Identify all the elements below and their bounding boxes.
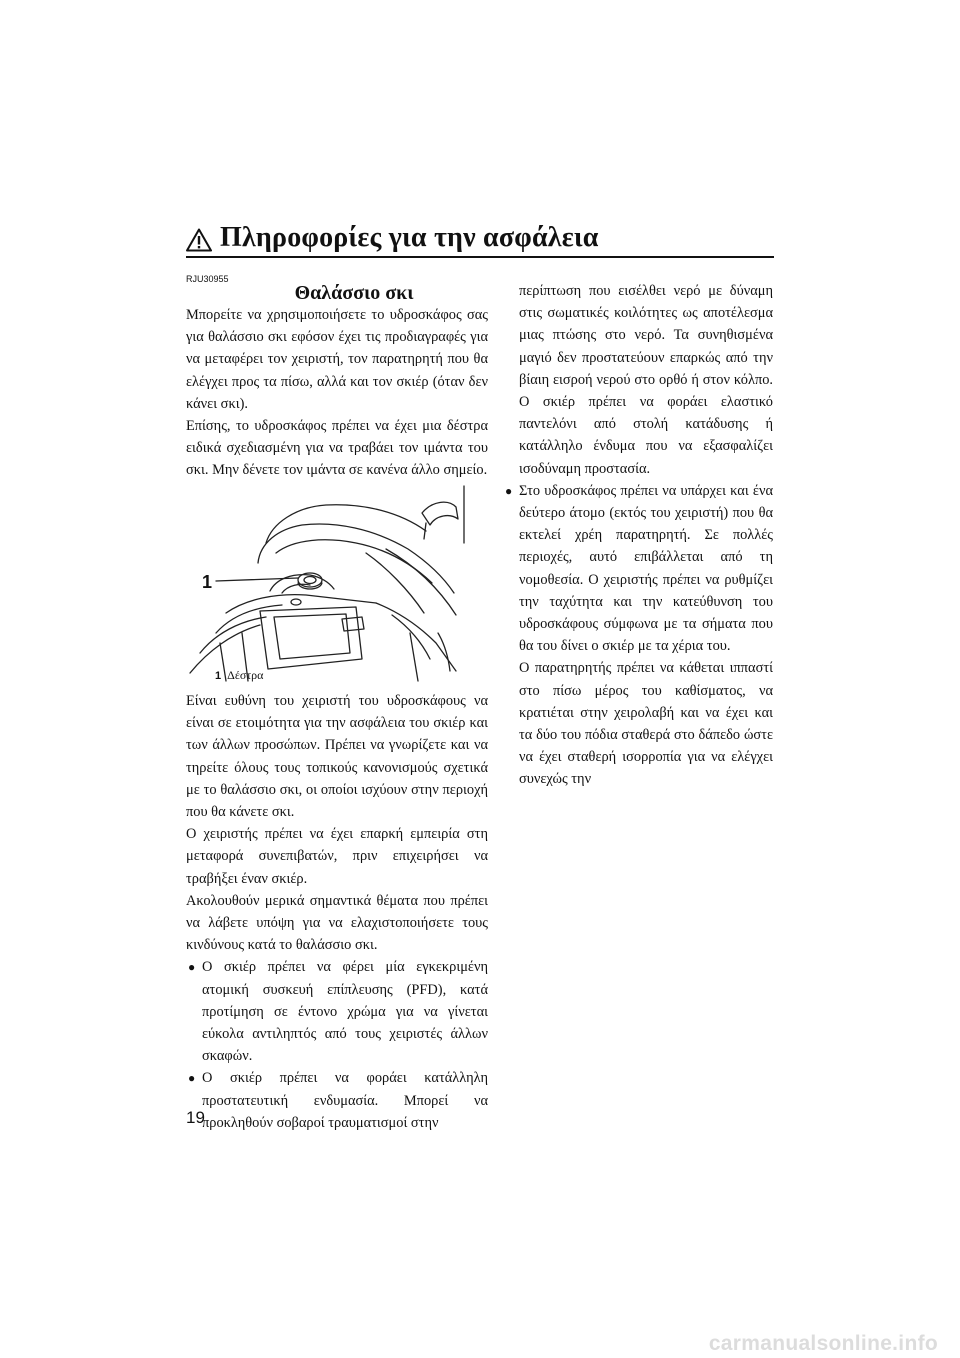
- list-item-text: Ο σκιέρ πρέπει να φέρει μία εγκεκριμένη ατομική συσκευή επίπλευσης (PFD), κατά προτίμηση σε έντονο χρώμα για να γίνεται εύκολα αντιληπτός από τους χειριστές άλλων σκαφών.: [202, 959, 488, 1065]
- figure-caption-text: Δέστρα: [227, 668, 264, 682]
- list-item-paragraph: Ο παρατηρητής πρέπει να κάθεται ιππαστί στο πίσω μέρος του καθίσματος, να κρατιέται στην χειρολαβή και να έχει και τα δύο του πόδια σταθερά στο δάπεδο ώστε να έχει σταθερή ισορροπία για να ελέγχει συνεχώς την: [519, 660, 773, 788]
- list-item-text: Ο σκιέρ πρέπει να φοράει κατάλληλη προστατευτική ενδυμασία. Μπορεί να προκληθούν σοβαροί τραυματισμοί στην: [202, 1070, 488, 1131]
- list-item: [186, 956, 488, 1067]
- figure-caption: [215, 668, 263, 683]
- section-title: Θαλάσσιο σκι: [294, 282, 414, 304]
- column-1-body: [186, 690, 488, 1134]
- paragraph: Ακολουθούν μερικά σημαντικά θέματα που πρέπει να λάβετε υπόψη για να ελαχιστοποιήσετε τους κινδύνους κατά το θαλάσσιο σκι.: [186, 892, 488, 954]
- bullet-icon: ●: [505, 483, 513, 498]
- list-item: [503, 480, 773, 791]
- watercraft-tow-eye-illustration: [186, 483, 476, 683]
- paragraph: Επίσης, το υδροσκάφος πρέπει να έχει μια δέστρα ειδικά σχεδιασμένη για να τραβάει τον ιμάντα του σκι. Μην δένετε τον ιμάντα σε κανένα άλλο σημείο.: [186, 418, 488, 479]
- list-item-text: Στο υδροσκάφος πρέπει να υπάρχει και ένα δεύτερο άτομο (εκτός του χειριστή) που θα εκτελεί χρέη παρατηρητή. Σε πολλές περιοχές, αυτό επιβάλλεται από τη νομοθεσία. Ο χειριστής πρέπει να ρυθμίζει την ταχύτητα και την κατεύθυνση του υδροσκάφους σύμφωνα με τα σήματα που θα του δίνει ο σκιέρ με τα χέρια του.: [519, 482, 773, 655]
- header-rule: [186, 256, 774, 258]
- figure-caption-number: 1: [215, 670, 222, 682]
- watermark-text: carmanualsonline.info: [708, 1332, 938, 1355]
- bullet-list: [503, 480, 773, 791]
- paragraph: Μπορείτε να χρησιμοποιήσετε το υδροσκάφος σας για θαλάσσιο σκι εφόσον έχει τις προδιαγραφές για να μεταφέρει τον χειριστή, τον παρατηρητή που θα ελέγχει προς τα πίσω, αλλά και τον σκιέρ (όταν δεν κάνει σκι).: [186, 307, 488, 412]
- bullet-icon: ●: [188, 1071, 196, 1086]
- list-item: [186, 1067, 488, 1134]
- page-number: 19: [186, 1108, 205, 1127]
- paragraph: Ο χειριστής πρέπει να έχει επαρκή εμπειρία στη μεταφορά συνεπιβατών, πριν επιχειρήσει να τραβήξει έναν σκιέρ.: [186, 826, 488, 887]
- warning-triangle-icon: [186, 228, 212, 252]
- bullet-list: [186, 956, 488, 1134]
- paragraph: περίπτωση που εισέλθει νερό με δύναμη στις σωματικές κοιλότητες ως αποτέλεσμα μιας πτώσης στο νερό. Τα συνηθισμένα μαγιό δεν προστατεύουν επαρκώς από την βίαιη εισροή νερού στο ορθό ή στον κόλπο. Ο σκιέρ πρέπει να φοράει ελαστικό παντελόνι από στολή κατάδυσης ή κατάλληλο ένδυμα που να εξασφαλίζει ισοδύναμη προστασία.: [519, 283, 773, 477]
- section-code: RJU30955: [186, 274, 229, 284]
- page-header-title: Πληροφορίες για την ασφάλεια: [220, 222, 599, 253]
- footer-watermark-bar: [0, 1330, 960, 1358]
- column-2-body: [503, 280, 773, 791]
- paragraph: Είναι ευθύνη του χειριστή του υδροσκάφους να είναι σε ετοιμότητα για την ασφάλεια του σκιέρ και των άλλων προσώπων. Πρέπει να γνωρίζετε και να τηρείτε όλους τους τοπικούς κανονισμούς σχετικά με το θαλάσσιο σκι, οι οποίοι ισχύουν στην περιοχή που θα κάνετε σκι.: [186, 693, 488, 821]
- column-1-intro: [186, 304, 488, 482]
- figure-callout-label: 1: [202, 572, 213, 592]
- page-header: [186, 224, 774, 260]
- bullet-icon: ●: [188, 960, 196, 975]
